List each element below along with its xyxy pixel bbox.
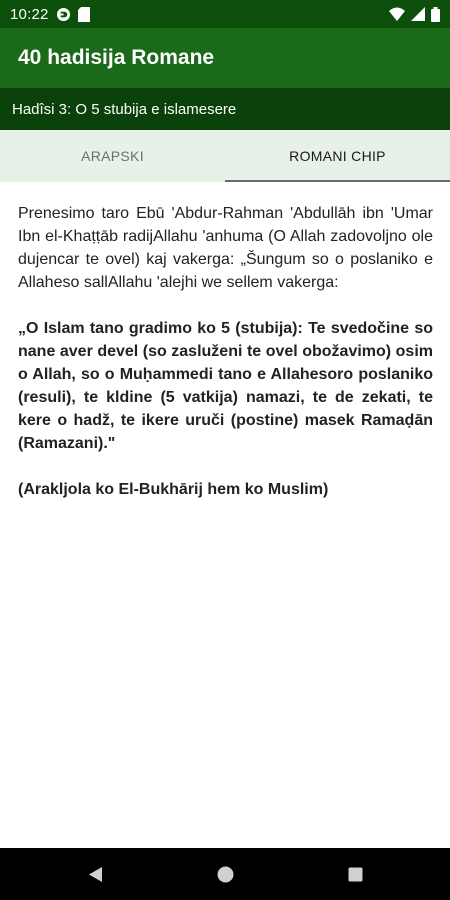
app-bar: [0, 28, 450, 88]
app-title: 40 hadisija Romane: [18, 46, 215, 69]
recents-icon[interactable]: [290, 848, 420, 900]
hadith-intro: Prenesimo taro Ebū 'Abdur-Rahman 'Abdullāh ibn 'Umar Ibn el-Khaṭṭāb radijAllahu 'anhuma (O Allah zadovoljno ole dujencar te ovel) kaj vakerga: „Šungum so o poslaniko e Allaheso sallAllahu 'alejhi we sellem vakerga:: [18, 205, 433, 291]
home-icon[interactable]: [160, 848, 290, 900]
sd-card-icon: [78, 7, 90, 22]
hadith-title-bar: [0, 88, 450, 130]
sync-icon: [56, 7, 71, 22]
navigation-bar: [0, 848, 450, 900]
tab-bar: [0, 130, 450, 182]
hadith-text: „O Islam tano gradimo ko 5 (stubija): Te svedočine so nane aver devel (so zasluženi te ovel obožavimo) osim o Allah, so o Muḥammedi tano e Allahesoro poslaniko (resuli), te kldine (5 vatkija) namazi, te de zekati, te kere o hadž, te ikere uruči (postine) masek Ramaḍān (Ramazani).": [18, 320, 433, 452]
signal-icon: [411, 7, 425, 21]
status-time: 10:22: [10, 5, 49, 23]
hadith-content: [0, 182, 450, 848]
status-bar: [0, 0, 450, 28]
hadith-source: (Arakljola ko El-Bukhārij hem ko Muslim): [18, 481, 329, 498]
hadith-title: Hadîsi 3: O 5 stubija e islamesere: [12, 100, 237, 118]
wifi-icon: [389, 7, 405, 21]
battery-icon: [431, 7, 440, 22]
tab-romani-chip[interactable]: ROMANI CHIP: [225, 130, 450, 182]
status-left: [10, 6, 90, 23]
status-right: [389, 7, 440, 22]
tab-arapski[interactable]: ARAPSKI: [81, 148, 144, 164]
back-icon[interactable]: [30, 848, 160, 900]
